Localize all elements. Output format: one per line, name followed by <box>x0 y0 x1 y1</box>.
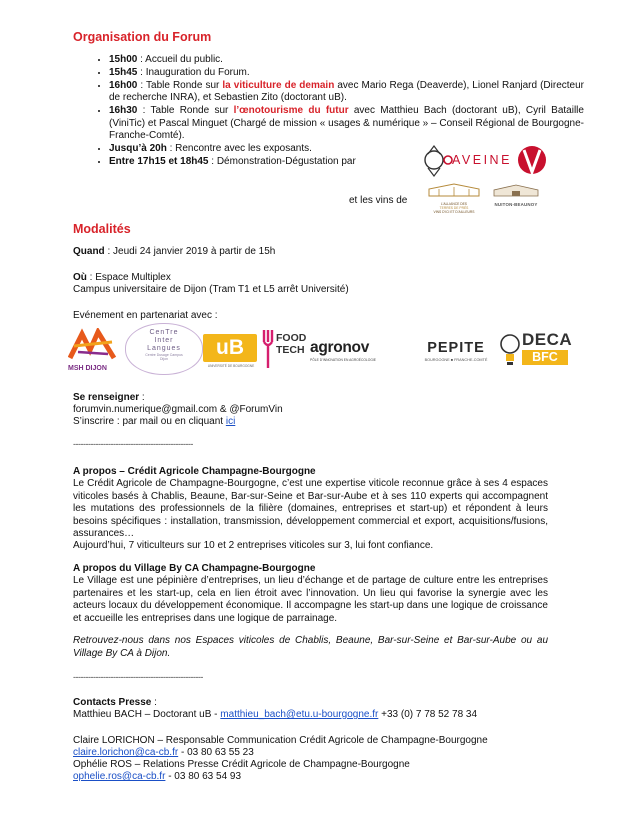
presse-contact-2-details: claire.lorichon@ca-cb.fr - 03 80 63 55 23 <box>73 747 254 758</box>
modalites-title: Modalités <box>73 222 131 236</box>
matthieu-email-link[interactable]: matthieu_bach@etu.u-bourgogne.fr <box>220 709 379 720</box>
partners-intro: Evénement en partenariat avec : <box>73 310 218 321</box>
msh-dijon-logo: MSH DIJON <box>68 328 120 370</box>
ub-logo: uB UNIVERSITÉ DE BOURGOGNE <box>203 334 259 370</box>
program-item: • 16h30 : Table Ronde sur l’œnotourisme du futur avec Matthieu Bach (doctorant uB), Cyril Bataille (ViniTic) et Pascal Minguet (Chargé de mission « usages & numérique » – Conseil Régional de Bourgogne-Franche-Comté). <box>109 105 584 142</box>
agronov-logo: agronov PÔLE D’INNOVATION EN AGROÉCOLOGIE <box>310 339 377 362</box>
presse-contact-3-details: ophelie.ros@ca-cb.fr - 03 80 63 54 93 <box>73 771 242 782</box>
separator-2: ---------------------------------------------------- <box>73 672 203 682</box>
program-item: • 15h45 : Inauguration du Forum. <box>109 67 584 79</box>
ophelie-email-link[interactable]: ophelie.ros@ca-cb.fr <box>73 771 166 782</box>
program-item: • 15h00 : Accueil du public. <box>109 54 584 66</box>
vins-text: et les vins de <box>349 195 408 206</box>
deca-bfc-logo: DECA BFC <box>500 330 578 372</box>
forum-title: Organisation du Forum <box>73 30 212 44</box>
fork-icon <box>262 328 274 370</box>
nuiton-beaunoy-logo: NUITON-BEAUNOY <box>488 183 544 209</box>
centre-inter-langues-logo: CenTre Inter Langues Centre Dusage Campus Dijon <box>125 323 203 375</box>
apropos-ca-body: Le Crédit Agricole de Champagne-Bourgogne, c’est une expertise viticole reconnue grâce à ses 4 espaces viticoles basés à Chablis, Beaune, Bar-sur-Seine et Bar-sur-Aube et à ses 110 experts qui accompagnent les mutations des professionnels de la filière (domaines, entreprises et start-up) et répondent à leurs besoins spécifiques : installation, transmission, développement commercial et export, acquisitions/fusions, assurances… <box>73 478 548 539</box>
presse-title-line: Contacts Presse : <box>73 697 157 708</box>
program-item: • Jusqu’à 20h : Rencontre avec les exposants. <box>109 143 584 155</box>
separator: ------------------------------------------------ <box>73 439 193 449</box>
presse-contact-2-name: Claire LORICHON – Responsable Communication Crédit Agricole de Champagne-Bourgogne <box>73 735 488 746</box>
inscrire-line: S’inscrire : par mail ou en cliquant ici <box>73 416 236 427</box>
presse-contact-1: Matthieu BACH – Doctorant uB - matthieu_bach@etu.u-bourgogne.fr +33 (0) 7 78 52 78 34 <box>73 709 478 720</box>
apropos-ca-body2: Aujourd’hui, 7 viticulteurs sur 10 et 2 entreprises viticoles sur 3, lui font confiance. <box>73 540 434 551</box>
aveine-logo: AVEINE <box>420 140 548 182</box>
pepite-logo: PEPITE BOURGOGNE ■ FRANCHE-COMTÉ <box>424 340 488 362</box>
contact-line: forumvin.numerique@gmail.com & @ForumVin <box>73 404 283 415</box>
inscrire-link[interactable]: ici <box>225 416 236 427</box>
cave-logo: L’ALLIANCE DES TERRES DE PRÉS VINS D’ICI ET D’AILLEURS <box>425 183 483 213</box>
contact-title-line: Se renseigner : <box>73 392 145 403</box>
ou-line: Où : Espace Multiplex <box>73 272 171 283</box>
quand-line: Quand : Jeudi 24 janvier 2019 à partir de 15h <box>73 246 276 257</box>
program-item: • Entre 17h15 et 18h45 : Démonstration-Dégustation par <box>109 156 584 168</box>
apropos-ca-title: A propos – Crédit Agricole Champagne-Bourgogne <box>73 466 316 477</box>
foodtech-logo: FOOD TECH <box>262 326 306 372</box>
lightbulb-icon <box>500 332 520 368</box>
claire-email-link[interactable]: claire.lorichon@ca-cb.fr <box>73 747 179 758</box>
estate-icon <box>488 183 544 197</box>
apropos-village-title: A propos du Village By CA Champagne-Bourgogne <box>73 563 316 574</box>
apropos-village-body: Le Village est une pépinière d’entreprises, un lieu d’échange et de partage de culture entre les entreprises partenaires et les start-up, cela en lien étroit avec l’innovation. Un lieu qui favorise la synergie avec les acteurs locaux du développement économique. Il accompagne les start-up dans une logique de croissance et accueille les entreprises dans une logique de parrainage. <box>73 575 548 624</box>
campus-line: Campus universitaire de Dijon (Tram T1 et L5 arrêt Université) <box>73 284 349 295</box>
program-item: • 16h00 : Table Ronde sur la viticulture de demain avec Mario Rega (Deaverde), Lionel Ranjard (Directeur de recherche INRA), et Sebastien Zito (doctorant uB). <box>109 80 584 105</box>
presse-contact-3-name: Ophélie ROS – Relations Presse Crédit Agricole de Champagne-Bourgogne <box>73 759 410 770</box>
building-icon <box>425 183 483 197</box>
msh-emblem-icon <box>68 328 120 360</box>
apropos-village-italic: Retrouvez-nous dans nos Espaces viticoles de Chablis, Beaune, Bar-sur-Seine et Bar-sur-Aube ou au Village By CA à Dijon. <box>73 635 548 659</box>
